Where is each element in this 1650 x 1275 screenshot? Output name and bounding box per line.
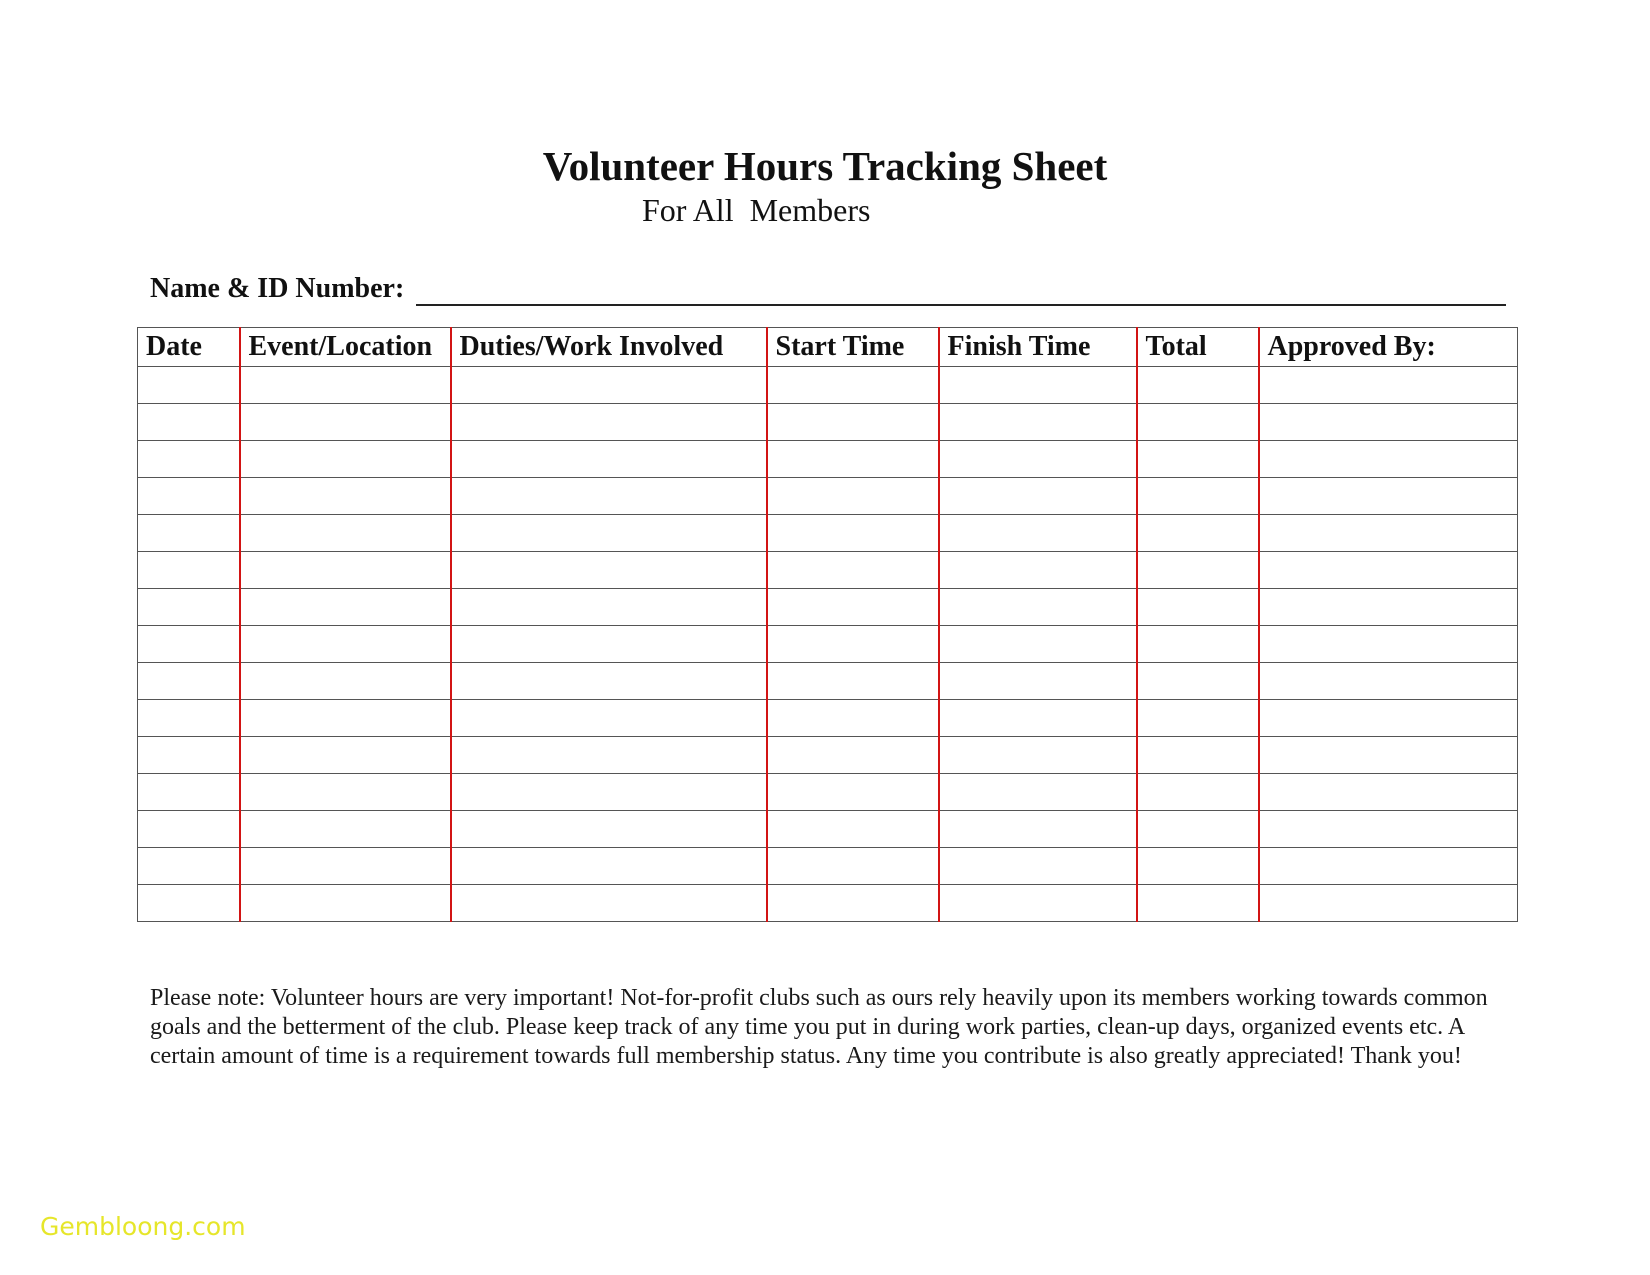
- table-cell[interactable]: [451, 552, 767, 589]
- table-cell[interactable]: [240, 774, 451, 811]
- table-cell[interactable]: [138, 478, 240, 515]
- please-note-paragraph: Please note: Volunteer hours are very important! Not-for-profit clubs such as ours rely heavily upon its members working towards common goals and the betterment of the club. Please keep track of any time you put in during work parties, clean-up days, organized events etc. A certain amount of time is a requirement towards full membership status. Any time you contribute is also greatly appreciated! Thank you!: [150, 985, 1488, 1069]
- table-cell[interactable]: [1259, 626, 1518, 663]
- table-cell[interactable]: [451, 367, 767, 404]
- table-cell[interactable]: [138, 404, 240, 441]
- table-cell[interactable]: [767, 478, 939, 515]
- table-row: [138, 478, 1518, 515]
- table-cell[interactable]: [138, 367, 240, 404]
- table-cell[interactable]: [451, 515, 767, 552]
- table-row: [138, 589, 1518, 626]
- name-id-label: Name & ID Number:: [150, 273, 405, 304]
- table-cell[interactable]: [451, 663, 767, 700]
- table-cell[interactable]: [767, 811, 939, 848]
- table-cell[interactable]: [1137, 626, 1259, 663]
- table-cell[interactable]: [939, 737, 1137, 774]
- table-cell[interactable]: [138, 848, 240, 885]
- table-cell[interactable]: [138, 589, 240, 626]
- table-cell[interactable]: [767, 737, 939, 774]
- table-cell[interactable]: [240, 626, 451, 663]
- table-cell[interactable]: [240, 737, 451, 774]
- table-row: [138, 737, 1518, 774]
- table-row: [138, 552, 1518, 589]
- table-cell[interactable]: [240, 441, 451, 478]
- table-cell[interactable]: [451, 774, 767, 811]
- table-cell[interactable]: [138, 811, 240, 848]
- table-cell[interactable]: [1259, 700, 1518, 737]
- table-cell[interactable]: [1137, 515, 1259, 552]
- table-cell[interactable]: [240, 811, 451, 848]
- table-cell[interactable]: [1137, 663, 1259, 700]
- column-header-total: Total: [1137, 328, 1259, 367]
- table-row: [138, 626, 1518, 663]
- table-cell[interactable]: [240, 589, 451, 626]
- table-cell[interactable]: [767, 552, 939, 589]
- table-cell[interactable]: [1137, 848, 1259, 885]
- table-cell[interactable]: [1259, 848, 1518, 885]
- table-cell[interactable]: [939, 885, 1137, 922]
- table-cell[interactable]: [451, 700, 767, 737]
- table-cell[interactable]: [939, 811, 1137, 848]
- table-cell[interactable]: [1259, 478, 1518, 515]
- table-cell[interactable]: [138, 626, 240, 663]
- table-cell[interactable]: [1259, 589, 1518, 626]
- table-row: [138, 441, 1518, 478]
- table-cell[interactable]: [1259, 811, 1518, 848]
- column-header-duties: Duties/Work Involved: [451, 328, 767, 367]
- table-cell[interactable]: [767, 848, 939, 885]
- page-title: Volunteer Hours Tracking Sheet: [542, 143, 1108, 189]
- table-cell[interactable]: [939, 589, 1137, 626]
- table-cell[interactable]: [451, 885, 767, 922]
- table-cell[interactable]: [1259, 737, 1518, 774]
- volunteer-hours-table: [137, 327, 1518, 922]
- table-cell[interactable]: [451, 848, 767, 885]
- table-row: [138, 663, 1518, 700]
- table-cell[interactable]: [138, 663, 240, 700]
- table-cell[interactable]: [1259, 774, 1518, 811]
- table-cell[interactable]: [939, 848, 1137, 885]
- watermark-text: Gembloong.com: [40, 1212, 246, 1241]
- table-body: [138, 367, 1518, 922]
- table-cell[interactable]: [767, 700, 939, 737]
- table-cell[interactable]: [939, 700, 1137, 737]
- table-cell[interactable]: [939, 367, 1137, 404]
- table-cell[interactable]: [451, 441, 767, 478]
- table-cell[interactable]: [939, 404, 1137, 441]
- table-cell[interactable]: [451, 626, 767, 663]
- table-cell[interactable]: [138, 515, 240, 552]
- table-cell[interactable]: [451, 404, 767, 441]
- table-cell[interactable]: [240, 367, 451, 404]
- table-cell[interactable]: [451, 811, 767, 848]
- name-id-row: [150, 266, 1506, 306]
- table-cell[interactable]: [138, 552, 240, 589]
- table-cell[interactable]: [1137, 811, 1259, 848]
- page-subtitle: For All Members: [642, 192, 871, 228]
- table-row: [138, 700, 1518, 737]
- table-cell[interactable]: [939, 552, 1137, 589]
- table-cell[interactable]: [1259, 885, 1518, 922]
- table-cell[interactable]: [767, 404, 939, 441]
- table-cell[interactable]: [138, 885, 240, 922]
- table-cell[interactable]: [767, 367, 939, 404]
- table-cell[interactable]: [1259, 404, 1518, 441]
- table-cell[interactable]: [767, 515, 939, 552]
- table-cell[interactable]: [240, 885, 451, 922]
- table-cell[interactable]: [939, 626, 1137, 663]
- table-cell[interactable]: [767, 626, 939, 663]
- table-cell[interactable]: [240, 552, 451, 589]
- table-cell[interactable]: [138, 441, 240, 478]
- table-cell[interactable]: [138, 737, 240, 774]
- table-cell[interactable]: [939, 478, 1137, 515]
- table-cell[interactable]: [939, 515, 1137, 552]
- table-cell[interactable]: [451, 589, 767, 626]
- table-cell[interactable]: [1137, 700, 1259, 737]
- table-row: [138, 811, 1518, 848]
- table-cell[interactable]: [1137, 478, 1259, 515]
- table-cell[interactable]: [240, 478, 451, 515]
- table-cell[interactable]: [1137, 404, 1259, 441]
- table-cell[interactable]: [240, 404, 451, 441]
- table-cell[interactable]: [1137, 552, 1259, 589]
- table-row: [138, 404, 1518, 441]
- table-header-row: [138, 328, 1518, 367]
- table-cell[interactable]: [939, 774, 1137, 811]
- table-cell[interactable]: [767, 885, 939, 922]
- table-cell[interactable]: [1137, 441, 1259, 478]
- table-cell[interactable]: [939, 663, 1137, 700]
- table-cell[interactable]: [767, 441, 939, 478]
- table-row: [138, 848, 1518, 885]
- table-cell[interactable]: [1137, 774, 1259, 811]
- table-cell[interactable]: [451, 737, 767, 774]
- table-cell[interactable]: [240, 515, 451, 552]
- table-cell[interactable]: [767, 589, 939, 626]
- table-cell[interactable]: [451, 478, 767, 515]
- name-id-input-line[interactable]: [416, 272, 1506, 306]
- table-cell[interactable]: [1259, 515, 1518, 552]
- table-cell[interactable]: [240, 848, 451, 885]
- table-cell[interactable]: [240, 663, 451, 700]
- table-row: [138, 367, 1518, 404]
- column-header-start-time: Start Time: [767, 328, 939, 367]
- table-row: [138, 774, 1518, 811]
- table-cell[interactable]: [1137, 885, 1259, 922]
- table-cell[interactable]: [138, 700, 240, 737]
- table-cell[interactable]: [1137, 589, 1259, 626]
- table-cell[interactable]: [767, 774, 939, 811]
- table-cell[interactable]: [1259, 441, 1518, 478]
- column-header-date: Date: [138, 328, 240, 367]
- table-cell[interactable]: [1259, 367, 1518, 404]
- table-cell[interactable]: [767, 663, 939, 700]
- table-cell[interactable]: [1259, 663, 1518, 700]
- table-cell[interactable]: [939, 441, 1137, 478]
- table-row: [138, 885, 1518, 922]
- column-header-approved-by: Approved By:: [1259, 328, 1518, 367]
- table-cell[interactable]: [1137, 737, 1259, 774]
- table-cell[interactable]: [240, 700, 451, 737]
- column-header-event-location: Event/Location: [240, 328, 451, 367]
- table-cell[interactable]: [1259, 552, 1518, 589]
- column-header-finish-time: Finish Time: [939, 328, 1137, 367]
- table-cell[interactable]: [138, 774, 240, 811]
- table-row: [138, 515, 1518, 552]
- table-cell[interactable]: [1137, 367, 1259, 404]
